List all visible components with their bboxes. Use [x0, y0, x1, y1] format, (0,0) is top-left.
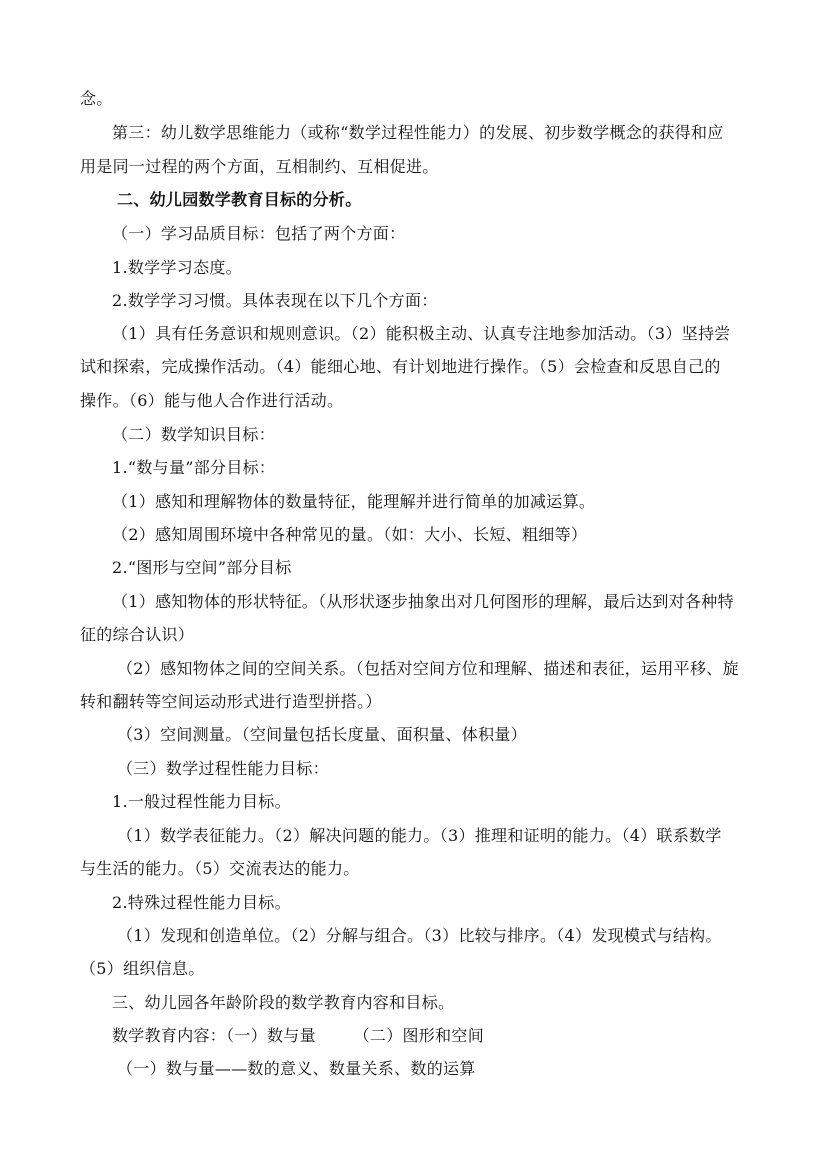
text-line: 用是同一过程的两个方面，互相制约、互相促进。: [80, 157, 439, 176]
text-line: 试和探索，完成操作活动。（4）能细心地、有计划地进行操作。（5）会检查和反思自己的: [80, 357, 721, 376]
list-item: 2.数学学习习惯。具体表现在以下几个方面：: [112, 291, 438, 310]
text-line: （1）数学表征能力。（2）解决问题的能力。（3）推理和证明的能力。（4）联系数学: [117, 826, 722, 845]
text-line: （1）具有任务意识和规则意识。（2）能积极主动、认真专注地参加活动。（3）坚持尝: [112, 324, 731, 343]
paragraph-point-three: 第三：幼儿数学思维能力（或称“数学过程性能力）的发展、初步数学概念的获得和应: [112, 123, 724, 142]
text-line: 念。: [80, 89, 113, 108]
text-line: （1）发现和创造单位。（2）分解与组合。（3）比较与排序。（4）发现模式与结构。: [117, 926, 722, 945]
list-item: 2.“图形与空间”部分目标: [112, 558, 292, 577]
list-item: 1.一般过程性能力目标。: [112, 792, 291, 811]
subsection-heading: （一）学习品质目标：包括了两个方面：: [112, 224, 406, 243]
text-line: 征的综合认识）: [80, 625, 195, 644]
subsection-heading: （一）数与量——数的意义、数量关系、数的运算: [117, 1059, 476, 1078]
text-line: 操作。（6）能与他人合作进行活动。: [80, 391, 344, 410]
text-line: 转和翻转等空间运动形式进行造型拼搭。）: [80, 692, 382, 711]
subsection-heading: （三）数学过程性能力目标：: [117, 759, 329, 778]
list-item: （1）感知和理解物体的数量特征，能理解并进行简单的加减运算。: [112, 492, 596, 511]
section-heading-3: 三、幼儿园各年龄阶段的数学教育内容和目标。: [112, 993, 455, 1012]
subsection-heading: （二）数学知识目标：: [112, 425, 276, 444]
list-item: （2）感知周围环境中各种常见的量。（如：大小、长短、粗细等）: [112, 525, 588, 544]
list-item: 2.特殊过程性能力目标。: [112, 893, 291, 912]
text-line: （2）感知物体之间的空间关系。（包括对空间方位和理解、描述和表征，运用平移、旋: [117, 659, 739, 678]
list-item: 1.数学学习态度。: [112, 258, 242, 277]
text-line: 与生活的能力。（5）交流表达的能力。: [80, 859, 360, 878]
section-heading-2: 二、幼儿园数学教育目标的分析。: [117, 190, 362, 209]
list-item: 1.“数与量”部分目标：: [112, 458, 276, 477]
text-line: （5）组织信息。: [80, 959, 205, 978]
content-overview: 数学教育内容：（一）数与量 （二）图形和空间: [112, 1026, 485, 1045]
text-line: （1）感知物体的形状特征。（从形状逐步抽象出对几何图形的理解，最后达到对各种特: [112, 592, 734, 611]
list-item: （3）空间测量。（空间量包括长度量、面积量、体积量）: [117, 725, 527, 744]
